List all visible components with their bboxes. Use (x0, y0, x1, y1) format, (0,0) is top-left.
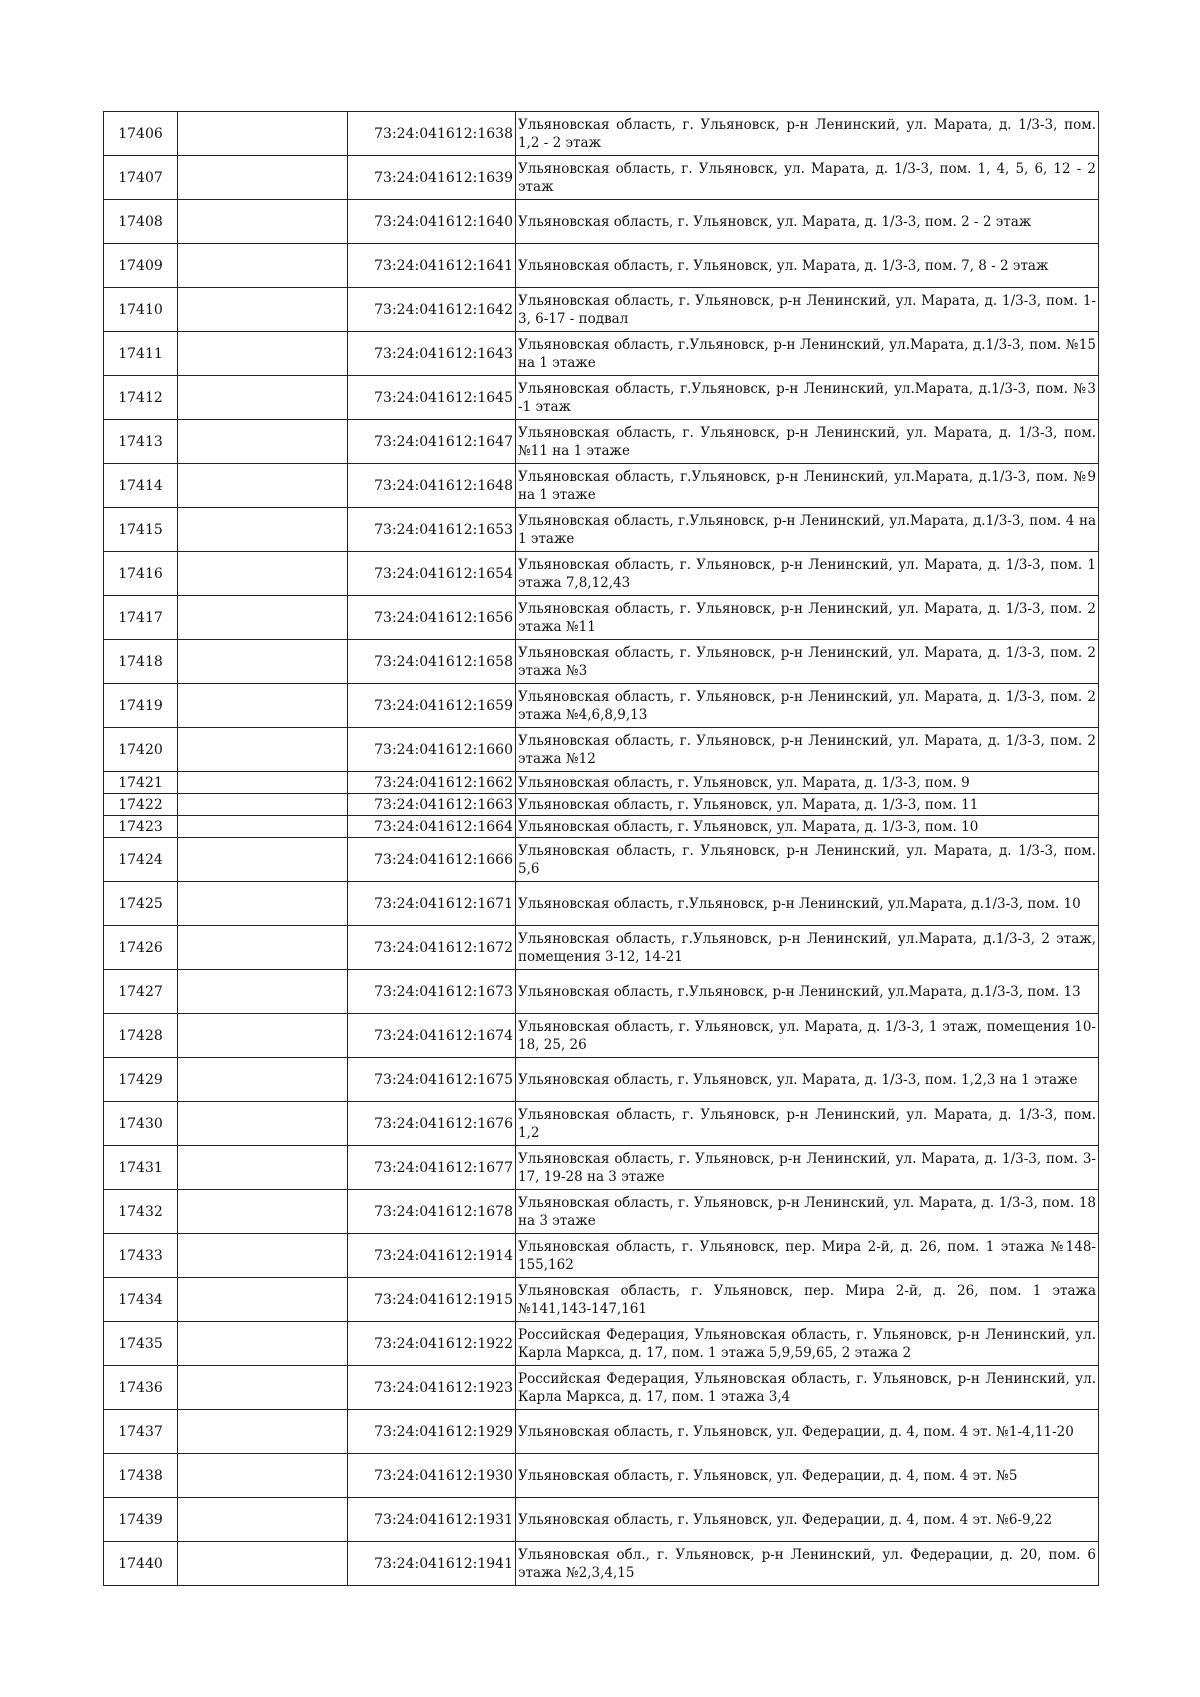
row-number-cell: 17414 (104, 464, 178, 508)
table-row (104, 420, 1099, 464)
empty-cell (178, 596, 348, 640)
table-row (104, 1278, 1099, 1322)
table-row (104, 1190, 1099, 1234)
cadastral-number-cell: 73:24:041612:1656 (348, 596, 516, 640)
empty-cell (178, 1454, 348, 1498)
address-cell: Ульяновская область, г. Ульяновск, р-н Ленинский, ул. Марата, д. 1/3-3, пом. 1,2 (516, 1102, 1099, 1146)
address-cell: Ульяновская область, г.Ульяновск, р-н Ленинский, ул.Марата, д.1/3-3, пом. №3 -1 этаж (516, 376, 1099, 420)
row-number-cell: 17432 (104, 1190, 178, 1234)
address-cell: Ульяновская область, г. Ульяновск, ул. Марата, д. 1/3-3, пом. 11 (516, 794, 1099, 816)
cadastral-number-cell: 73:24:041612:1923 (348, 1366, 516, 1410)
address-cell: Ульяновская область, г. Ульяновск, р-н Ленинский, ул. Марата, д. 1/3-3, пом. 18 на 3 этаже (516, 1190, 1099, 1234)
address-cell: Ульяновская область, г. Ульяновск, ул. Марата, д. 1/3-3, пом. 2 - 2 этаж (516, 200, 1099, 244)
cadastral-number-cell: 73:24:041612:1654 (348, 552, 516, 596)
row-number-cell: 17421 (104, 772, 178, 794)
row-number-cell: 17428 (104, 1014, 178, 1058)
table-row (104, 1322, 1099, 1366)
table-row (104, 288, 1099, 332)
row-number-cell: 17419 (104, 684, 178, 728)
empty-cell (178, 1058, 348, 1102)
row-number-cell: 17424 (104, 838, 178, 882)
empty-cell (178, 640, 348, 684)
cadastral-number-cell: 73:24:041612:1675 (348, 1058, 516, 1102)
row-number-cell: 17427 (104, 970, 178, 1014)
row-number-cell: 17413 (104, 420, 178, 464)
empty-cell (178, 838, 348, 882)
cadastral-number-cell: 73:24:041612:1658 (348, 640, 516, 684)
address-cell: Ульяновская область, г. Ульяновск, р-н Ленинский, ул. Марата, д. 1/3-3, пом. 1,2 - 2 этаж (516, 112, 1099, 156)
row-number-cell: 17418 (104, 640, 178, 684)
address-cell: Ульяновская область, г. Ульяновск, ул. Марата, д. 1/3-3, пом. 9 (516, 772, 1099, 794)
empty-cell (178, 1498, 348, 1542)
address-cell: Ульяновская область, г. Ульяновск, ул. Федерации, д. 4, пом. 4 эт. №6-9,22 (516, 1498, 1099, 1542)
address-cell: Ульяновская область, г. Ульяновск, р-н Ленинский, ул. Марата, д. 1/3-3, пом. 2 этажа №3 (516, 640, 1099, 684)
table-row (104, 1542, 1099, 1586)
cadastral-number-cell: 73:24:041612:1678 (348, 1190, 516, 1234)
cadastral-number-cell: 73:24:041612:1677 (348, 1146, 516, 1190)
table-row (104, 1058, 1099, 1102)
address-cell: Ульяновская область, г. Ульяновск, ул. Марата, д. 1/3-3, пом. 1, 4, 5, 6, 12 - 2 этаж (516, 156, 1099, 200)
row-number-cell: 17422 (104, 794, 178, 816)
empty-cell (178, 552, 348, 596)
address-cell: Ульяновская область, г. Ульяновск, р-н Ленинский, ул. Марата, д. 1/3-3, пом. №11 на 1 этаже (516, 420, 1099, 464)
table-row (104, 508, 1099, 552)
row-number-cell: 17420 (104, 728, 178, 772)
registry-table-body (104, 112, 1099, 1586)
cadastral-number-cell: 73:24:041612:1931 (348, 1498, 516, 1542)
address-cell: Ульяновская область, г. Ульяновск, р-н Ленинский, ул. Марата, д. 1/3-3, пом. 5,6 (516, 838, 1099, 882)
row-number-cell: 17440 (104, 1542, 178, 1586)
address-cell: Ульяновская область, г.Ульяновск, р-н Ленинский, ул.Марата, д.1/3-3, пом. 4 на 1 этаже (516, 508, 1099, 552)
address-cell: Ульяновская область, г. Ульяновск, р-н Ленинский, ул. Марата, д. 1/3-3, пом. 3-17, 19-28 на 3 этаже (516, 1146, 1099, 1190)
address-cell: Ульяновская область, г. Ульяновск, р-н Ленинский, ул. Марата, д. 1/3-3, пом. 2 этажа №12 (516, 728, 1099, 772)
address-cell: Ульяновская область, г. Ульяновск, р-н Ленинский, ул. Марата, д. 1/3-3, пом. 1-3, 6-17 - подвал (516, 288, 1099, 332)
empty-cell (178, 1366, 348, 1410)
empty-cell (178, 200, 348, 244)
empty-cell (178, 420, 348, 464)
cadastral-number-cell: 73:24:041612:1660 (348, 728, 516, 772)
cadastral-number-cell: 73:24:041612:1671 (348, 882, 516, 926)
table-row (104, 926, 1099, 970)
address-cell: Ульяновская область, г. Ульяновск, ул. Федерации, д. 4, пом. 4 эт. №1-4,11-20 (516, 1410, 1099, 1454)
row-number-cell: 17433 (104, 1234, 178, 1278)
cadastral-number-cell: 73:24:041612:1664 (348, 816, 516, 838)
cadastral-number-cell: 73:24:041612:1922 (348, 1322, 516, 1366)
row-number-cell: 17430 (104, 1102, 178, 1146)
empty-cell (178, 1234, 348, 1278)
row-number-cell: 17434 (104, 1278, 178, 1322)
row-number-cell: 17425 (104, 882, 178, 926)
address-cell: Ульяновская область, г. Ульяновск, р-н Ленинский, ул. Марата, д. 1/3-3, пом. 2 этажа №11 (516, 596, 1099, 640)
row-number-cell: 17407 (104, 156, 178, 200)
table-row (104, 552, 1099, 596)
row-number-cell: 17426 (104, 926, 178, 970)
empty-cell (178, 376, 348, 420)
address-cell: Ульяновская область, г. Ульяновск, р-н Ленинский, ул. Марата, д. 1/3-3, пом. 1 этажа 7,8,12,43 (516, 552, 1099, 596)
address-cell: Российская Федерация, Ульяновская область, г. Ульяновск, р-н Ленинский, ул. Карла Маркса, д. 17, пом. 1 этажа 5,9,59,65, 2 этажа 2 (516, 1322, 1099, 1366)
cadastral-number-cell: 73:24:041612:1640 (348, 200, 516, 244)
table-row (104, 640, 1099, 684)
cadastral-number-cell: 73:24:041612:1673 (348, 970, 516, 1014)
cadastral-number-cell: 73:24:041612:1641 (348, 244, 516, 288)
row-number-cell: 17436 (104, 1366, 178, 1410)
address-cell: Ульяновская область, г.Ульяновск, р-н Ленинский, ул.Марата, д.1/3-3, пом. 10 (516, 882, 1099, 926)
address-cell: Ульяновская область, г.Ульяновск, р-н Ленинский, ул.Марата, д.1/3-3, пом. №15 на 1 этаже (516, 332, 1099, 376)
address-cell: Ульяновская область, г. Ульяновск, пер. Мира 2-й, д. 26, пом. 1 этажа №141,143-147,161 (516, 1278, 1099, 1322)
table-row (104, 244, 1099, 288)
address-cell: Ульяновская область, г.Ульяновск, р-н Ленинский, ул.Марата, д.1/3-3, 2 этаж, помещения 3-12, 14-21 (516, 926, 1099, 970)
row-number-cell: 17435 (104, 1322, 178, 1366)
table-row (104, 684, 1099, 728)
address-cell: Ульяновская область, г. Ульяновск, ул. Федерации, д. 4, пом. 4 эт. №5 (516, 1454, 1099, 1498)
address-cell: Ульяновская область, г. Ульяновск, пер. Мира 2-й, д. 26, пом. 1 этажа №148-155,162 (516, 1234, 1099, 1278)
row-number-cell: 17437 (104, 1410, 178, 1454)
table-row (104, 1498, 1099, 1542)
cadastral-number-cell: 73:24:041612:1929 (348, 1410, 516, 1454)
empty-cell (178, 332, 348, 376)
empty-cell (178, 882, 348, 926)
cadastral-number-cell: 73:24:041612:1676 (348, 1102, 516, 1146)
empty-cell (178, 970, 348, 1014)
address-cell: Ульяновская область, г.Ульяновск, р-н Ленинский, ул.Марата, д.1/3-3, пом. №9 на 1 этаже (516, 464, 1099, 508)
table-row (104, 156, 1099, 200)
empty-cell (178, 684, 348, 728)
address-cell: Ульяновская область, г. Ульяновск, ул. Марата, д. 1/3-3, пом. 1,2,3 на 1 этаже (516, 1058, 1099, 1102)
cadastral-number-cell: 73:24:041612:1647 (348, 420, 516, 464)
empty-cell (178, 1190, 348, 1234)
table-row (104, 112, 1099, 156)
table-row (104, 728, 1099, 772)
table-row (104, 1410, 1099, 1454)
table-row (104, 332, 1099, 376)
table-row (104, 970, 1099, 1014)
address-cell: Ульяновская область, г. Ульяновск, ул. Марата, д. 1/3-3, 1 этаж, помещения 10-18, 25, 26 (516, 1014, 1099, 1058)
empty-cell (178, 464, 348, 508)
address-cell: Российская Федерация, Ульяновская область, г. Ульяновск, р-н Ленинский, ул. Карла Маркса, д. 17, пом. 1 этажа 3,4 (516, 1366, 1099, 1410)
table-row (104, 596, 1099, 640)
row-number-cell: 17416 (104, 552, 178, 596)
empty-cell (178, 1410, 348, 1454)
table-row (104, 1454, 1099, 1498)
cadastral-number-cell: 73:24:041612:1930 (348, 1454, 516, 1498)
table-row (104, 1102, 1099, 1146)
empty-cell (178, 288, 348, 332)
cadastral-number-cell: 73:24:041612:1672 (348, 926, 516, 970)
cadastral-number-cell: 73:24:041612:1653 (348, 508, 516, 552)
cadastral-number-cell: 73:24:041612:1941 (348, 1542, 516, 1586)
empty-cell (178, 112, 348, 156)
row-number-cell: 17412 (104, 376, 178, 420)
empty-cell (178, 244, 348, 288)
address-cell: Ульяновская область, г. Ульяновск, ул. Марата, д. 1/3-3, пом. 10 (516, 816, 1099, 838)
table-row (104, 772, 1099, 794)
table-row (104, 1014, 1099, 1058)
table-row (104, 794, 1099, 816)
cadastral-number-cell: 73:24:041612:1645 (348, 376, 516, 420)
table-row (104, 1234, 1099, 1278)
row-number-cell: 17439 (104, 1498, 178, 1542)
empty-cell (178, 772, 348, 794)
address-cell: Ульяновская область, г. Ульяновск, ул. Марата, д. 1/3-3, пом. 7, 8 - 2 этаж (516, 244, 1099, 288)
empty-cell (178, 816, 348, 838)
row-number-cell: 17417 (104, 596, 178, 640)
empty-cell (178, 508, 348, 552)
empty-cell (178, 926, 348, 970)
cadastral-number-cell: 73:24:041612:1915 (348, 1278, 516, 1322)
empty-cell (178, 794, 348, 816)
cadastral-number-cell: 73:24:041612:1638 (348, 112, 516, 156)
cadastral-number-cell: 73:24:041612:1642 (348, 288, 516, 332)
cadastral-number-cell: 73:24:041612:1643 (348, 332, 516, 376)
empty-cell (178, 1014, 348, 1058)
row-number-cell: 17431 (104, 1146, 178, 1190)
row-number-cell: 17415 (104, 508, 178, 552)
table-row (104, 816, 1099, 838)
cadastral-number-cell: 73:24:041612:1662 (348, 772, 516, 794)
cadastral-number-cell: 73:24:041612:1914 (348, 1234, 516, 1278)
row-number-cell: 17406 (104, 112, 178, 156)
cadastral-number-cell: 73:24:041612:1659 (348, 684, 516, 728)
table-row (104, 1366, 1099, 1410)
empty-cell (178, 1542, 348, 1586)
empty-cell (178, 1322, 348, 1366)
empty-cell (178, 728, 348, 772)
cadastral-number-cell: 73:24:041612:1648 (348, 464, 516, 508)
table-row (104, 882, 1099, 926)
table-row (104, 376, 1099, 420)
row-number-cell: 17438 (104, 1454, 178, 1498)
table-row (104, 1146, 1099, 1190)
cadastral-number-cell: 73:24:041612:1666 (348, 838, 516, 882)
address-cell: Ульяновская область, г. Ульяновск, р-н Ленинский, ул. Марата, д. 1/3-3, пом. 2 этажа №4,6,8,9,13 (516, 684, 1099, 728)
cadastral-number-cell: 73:24:041612:1639 (348, 156, 516, 200)
empty-cell (178, 1278, 348, 1322)
row-number-cell: 17429 (104, 1058, 178, 1102)
row-number-cell: 17410 (104, 288, 178, 332)
address-cell: Ульяновская обл., г. Ульяновск, р-н Ленинский, ул. Федерации, д. 20, пом. 6 этажа №2,3,4,15 (516, 1542, 1099, 1586)
empty-cell (178, 156, 348, 200)
empty-cell (178, 1102, 348, 1146)
table-row (104, 464, 1099, 508)
empty-cell (178, 1146, 348, 1190)
table-row (104, 838, 1099, 882)
row-number-cell: 17408 (104, 200, 178, 244)
row-number-cell: 17409 (104, 244, 178, 288)
property-registry-table (103, 111, 1099, 1586)
row-number-cell: 17411 (104, 332, 178, 376)
row-number-cell: 17423 (104, 816, 178, 838)
cadastral-number-cell: 73:24:041612:1663 (348, 794, 516, 816)
table-row (104, 200, 1099, 244)
address-cell: Ульяновская область, г.Ульяновск, р-н Ленинский, ул.Марата, д.1/3-3, пом. 13 (516, 970, 1099, 1014)
cadastral-number-cell: 73:24:041612:1674 (348, 1014, 516, 1058)
